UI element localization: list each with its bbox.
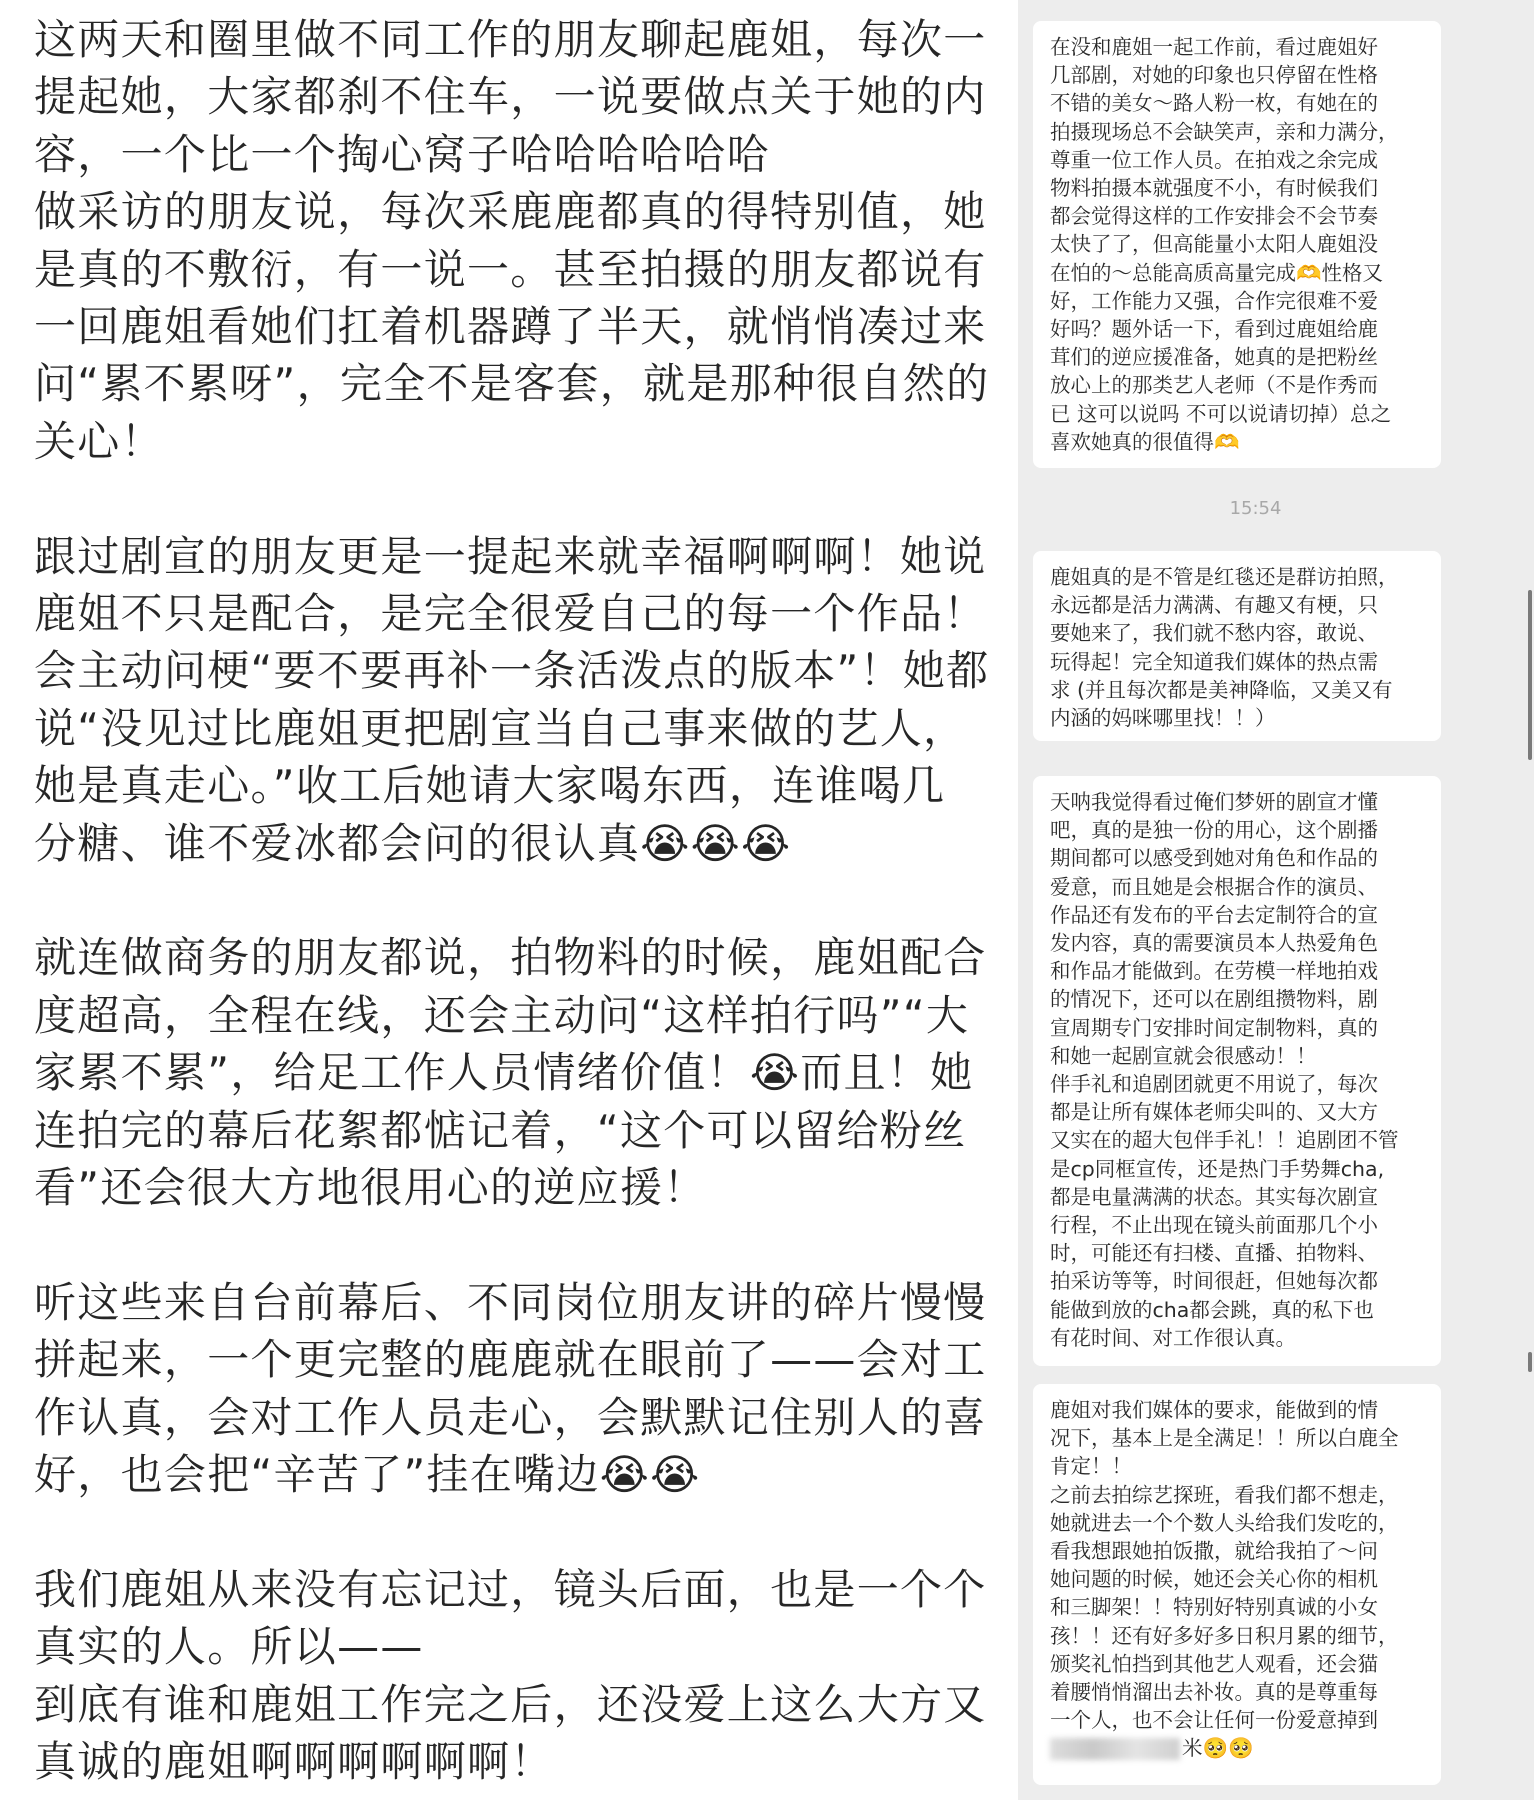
message-text-line: 孩！！还有好多好多日积月累的细节， [1050, 1623, 1399, 1648]
post-text-line: 关心！ [34, 416, 164, 466]
message-text-line: 永远都是活力满满、有趣又有梗，只 [1050, 593, 1378, 618]
message-text-line: 鹿姐对我们媒体的要求，能做到的情 [1050, 1398, 1378, 1422]
message-text-line: 肯定！！ [1050, 1454, 1132, 1479]
post-text-line: 一回鹿姐看她们扛着机器蹲了半天，就悄悄凑过来 [34, 302, 987, 351]
chat-time-divider: 15:54 [1229, 498, 1282, 519]
message-text-line: 太快了了，但高能量小太阳人鹿姐没 [1050, 232, 1378, 257]
message-text-line: 已 这可以说吗 不可以说请切掉）总之 [1050, 401, 1392, 426]
message-text-line: 内涵的妈咪哪里找！！） [1050, 706, 1276, 730]
post-text-line: 鹿姐不只是配合，是完全很爱自己的每一个作品！ [34, 589, 987, 638]
message-text-line: 拍摄现场总不会缺笑声，亲和力满分， [1050, 119, 1399, 144]
message-text-line: 几部剧，对她的印象也只停留在性格 [1050, 63, 1378, 88]
message-text-line: 况下，基本上是全满足！！所以白鹿全 [1050, 1426, 1399, 1451]
post-text-line: 问“累不累呀”，完全不是客套，就是那种很自然的 [34, 359, 990, 409]
message-text-line: 好，工作能力又强，合作完很难不爱 [1050, 288, 1378, 313]
scrollbar-thumb[interactable] [1528, 590, 1532, 760]
message-text-line: 都会觉得这样的工作安排会不会节奏 [1050, 204, 1378, 229]
message-text-line-partially-blurred [1050, 1734, 1254, 1762]
message-text-line: 不错的美女～路人粉一枚，有她在的 [1050, 91, 1378, 116]
chat-message-bubble [1033, 21, 1441, 468]
chat-message-bubble [1033, 551, 1441, 741]
message-text-line: 天呐我觉得看过俺们梦妍的剧宣才懂 [1050, 790, 1378, 814]
message-text-tail: 米🥺🥺 [1182, 1736, 1254, 1761]
blurred-redaction [1050, 1738, 1180, 1760]
message-text-line: 放心上的那类艺人老师（不是作秀而 [1050, 373, 1378, 398]
message-text-line: 都是电量满满的状态。其实每次剧宣 [1050, 1184, 1378, 1209]
message-text-line: 她问题的时候，她还会关心你的相机 [1050, 1567, 1378, 1592]
message-text-line: 在没和鹿姐一起工作前，看过鹿姐好 [1050, 35, 1378, 59]
message-text-line: 时，可能还有扫楼、直播、拍物料、 [1050, 1241, 1378, 1266]
message-text-line: 看我想跟她拍饭撒，就给我拍了～问 [1050, 1539, 1378, 1563]
message-text-line: 和三脚架！！特别好特别真诚的小女 [1050, 1595, 1378, 1620]
post-text-line: 真诚的鹿姐啊啊啊啊啊啊！ [34, 1737, 554, 1786]
post-text-line: 度超高，全程在线，还会主动问“这样拍行吗”“大 [34, 990, 970, 1040]
post-text-line: 真实的人。所以—— [34, 1622, 424, 1672]
message-text-line: 吧，真的是独一份的用心，这个剧播 [1050, 818, 1378, 843]
message-text-line: 之前去拍综艺探班，看我们都不想走， [1050, 1482, 1399, 1507]
message-text-line: 颁奖礼怕挡到其他艺人观看，还会猫 [1050, 1651, 1378, 1676]
message-text-line: 是cp同框宣传，还是热门手势舞cha, [1050, 1156, 1385, 1181]
post-text-line: 跟过剧宣的朋友更是一提起来就幸福啊啊啊！她说 [34, 531, 987, 581]
post-text-line: 做采访的朋友说，每次采鹿鹿都真的得特别值，她 [34, 187, 987, 237]
post-text-line: 听这些来自台前幕后、不同岗位朋友讲的碎片慢慢 [34, 1277, 987, 1327]
message-text-line: 好吗？题外话一下，看到过鹿姐给鹿 [1050, 317, 1378, 341]
chat-message-bubble [1033, 1384, 1441, 1785]
message-text-line: 和作品才能做到。在劳模一样地拍戏 [1050, 959, 1378, 984]
post-text-line: 作认真，会对工作人员走心，会默默记住别人的喜 [34, 1392, 987, 1442]
message-text-line: 着腰悄悄溜出去补妆。真的是尊重每 [1050, 1680, 1378, 1704]
post-text-line: 她是真走心。”收工后她请大家喝东西，连谁喝几 [34, 761, 946, 811]
post-text-line: 会主动问梗“要不要再补一条活泼点的版本”！她都 [34, 646, 990, 696]
chat-message-bubble [1033, 776, 1441, 1366]
message-text-line: 行程，不止出现在镜头前面那几个小 [1050, 1213, 1378, 1237]
message-text-line: 宣周期专门安排时间定制物料，真的 [1050, 1015, 1378, 1040]
post-text-line: 拼起来，一个更完整的鹿鹿就在眼前了——会对工 [34, 1335, 987, 1385]
message-text-line: 作品还有发布的平台去定制符合的宣 [1050, 902, 1378, 927]
chat-screenshot-panel [1018, 0, 1534, 1800]
message-text-line: 一个人，也不会让任何一份爱意掉到 [1050, 1708, 1378, 1733]
post-text-line: 看”还会很大方地很用心的逆应援！ [34, 1163, 707, 1212]
message-text-line: 都是让所有媒体老师尖叫的、又大方 [1050, 1100, 1378, 1125]
scrollbar-marker [1528, 1352, 1532, 1372]
message-text-line: 要她来了，我们就不愁内容，敢说、 [1050, 621, 1378, 646]
message-text-line: 求 (并且每次都是美神降临，又美又有 [1050, 677, 1393, 702]
post-text-line: 提起她，大家都刹不住车，一说要做点关于她的内 [34, 72, 987, 122]
post-text-line: 分糖、谁不爱冰都会问的很认真😭😭😭 [34, 818, 792, 868]
message-text-line: 茸们的逆应援准备，她真的是把粉丝 [1050, 345, 1378, 370]
message-text-line: 鹿姐真的是不管是红毯还是群访拍照， [1050, 565, 1399, 589]
post-text-line: 是真的不敷衍，有一说一。甚至拍摄的朋友都说有 [34, 244, 987, 294]
post-text-line: 家累不累”，给足工作人员情绪价值！😭而且！她 [34, 1048, 974, 1098]
post-text-line: 连拍完的幕后花絮都惦记着，“这个可以留给粉丝 [34, 1105, 967, 1155]
message-text-line: 发内容，真的需要演员本人热爱角色 [1050, 931, 1378, 955]
post-text-line: 这两天和圈里做不同工作的朋友聊起鹿姐，每次一 [34, 15, 987, 64]
post-text-line: 容，一个比一个掏心窝子哈哈哈哈哈哈 [34, 129, 771, 179]
message-text-line: 玩得起！完全知道我们媒体的热点需 [1050, 649, 1378, 674]
message-text-line: 的情况下，还可以在剧组攒物料，剧 [1050, 987, 1378, 1012]
message-text-line: 有花时间、对工作很认真。 [1050, 1325, 1296, 1350]
post-text-line: 说“没见过比鹿姐更把剧宣当自己事来做的艺人， [34, 703, 967, 753]
message-text-line: 爱意，而且她是会根据合作的演员、 [1050, 874, 1378, 899]
message-text-line: 她就进去一个个数人头给我们发吃的， [1050, 1510, 1399, 1535]
message-text-line: 在怕的～总能高质高量完成🫶性格又 [1050, 260, 1384, 285]
post-text-line: 我们鹿姐从来没有忘记过，镜头后面，也是一个个 [34, 1564, 987, 1614]
message-text-line: 能做到放的cha都会跳，真的私下也 [1050, 1297, 1374, 1322]
post-text-line: 就连做商务的朋友都说，拍物料的时候，鹿姐配合 [34, 933, 987, 983]
message-text-line: 拍采访等等，时间很赶，但她每次都 [1050, 1269, 1378, 1294]
message-text-line: 和她一起剧宣就会很感动！！ [1050, 1043, 1317, 1068]
post-text-line: 到底有谁和鹿姐工作完之后，还没爱上这么大方又 [34, 1679, 987, 1729]
post-text-line: 好，也会把“辛苦了”挂在嘴边😭😭 [34, 1450, 701, 1499]
message-text-line: 喜欢她真的很值得🫶 [1050, 429, 1240, 454]
message-text-line: 伴手礼和追剧团就更不用说了，每次 [1050, 1072, 1378, 1096]
message-text-line: 尊重一位工作人员。在拍戏之余完成 [1050, 147, 1378, 172]
message-text-line: 物料拍摄本就强度不小，有时候我们 [1050, 176, 1378, 200]
message-text-line: 期间都可以感受到她对角色和作品的 [1050, 846, 1378, 871]
message-text-line: 又实在的超大包伴手礼！！追剧团不管 [1050, 1128, 1399, 1153]
